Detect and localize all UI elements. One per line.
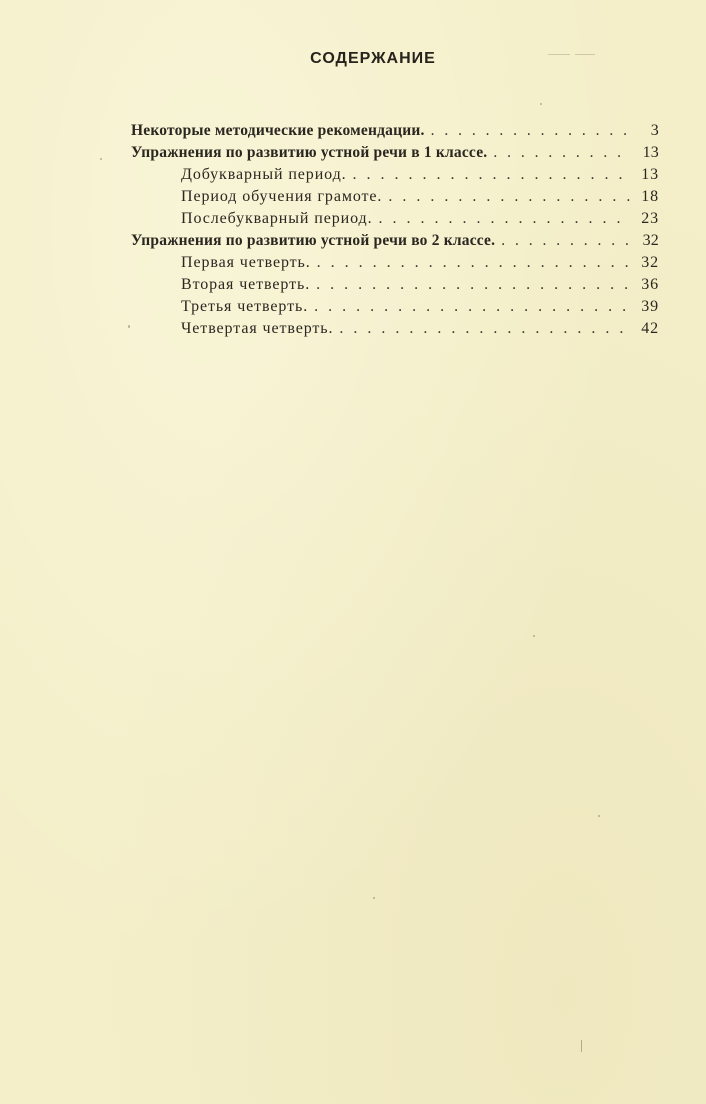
toc-entry — [131, 294, 659, 316]
toc-entry — [131, 162, 659, 184]
dot-leader — [501, 232, 631, 250]
toc-entry-label: Некоторые методические рекомендации. — [131, 122, 425, 139]
toc-entry-label: Вторая четверть. — [181, 276, 311, 293]
toc-entry-label: Послебукварный период. — [181, 210, 373, 227]
toc-page-number: 39 — [641, 298, 659, 315]
toc-page-number: 13 — [642, 144, 659, 161]
toc-page-number: 32 — [641, 254, 659, 271]
paper-speck — [128, 325, 130, 328]
toc-entry — [131, 184, 659, 206]
paper-speck — [548, 54, 570, 55]
toc-entry-label: Третья четверть. — [181, 298, 309, 315]
toc-page-number: 3 — [650, 122, 659, 139]
toc-page-number: 42 — [641, 320, 659, 337]
toc-page-number: 36 — [641, 276, 659, 293]
dot-leader — [317, 254, 631, 272]
toc-entry — [131, 272, 659, 294]
toc-page-number: 32 — [642, 232, 659, 249]
toc-entry — [131, 316, 659, 338]
paper-speck — [598, 815, 600, 817]
toc-entry — [131, 250, 659, 272]
paper-speck — [100, 158, 102, 160]
toc-entry-label: Упражнения по развитию устной речи в 1 классе. — [131, 144, 488, 161]
page-title: СОДЕРЖАНИЕ — [310, 50, 436, 67]
dot-leader — [378, 210, 631, 228]
toc-entry-label: Добукварный период. — [181, 166, 347, 183]
toc-entry-label: Период обучения грамоте. — [181, 188, 383, 205]
dot-leader — [353, 166, 631, 184]
paper-speck — [575, 54, 595, 55]
toc-entry — [131, 118, 659, 140]
toc-page-number: 13 — [641, 166, 659, 183]
toc-entry — [131, 206, 659, 228]
toc-entry — [131, 140, 659, 162]
toc-page-number: 18 — [641, 188, 659, 205]
paper-speck — [581, 1040, 582, 1052]
dot-leader — [339, 320, 631, 338]
toc-entry-label: Упражнения по развитию устной речи во 2 классе. — [131, 232, 496, 249]
toc-page-number: 23 — [641, 210, 659, 227]
dot-leader — [388, 188, 631, 206]
dot-leader — [493, 144, 631, 162]
paper-speck — [540, 103, 542, 105]
dot-leader — [316, 276, 631, 294]
dot-leader — [431, 122, 631, 140]
paper-speck — [533, 635, 535, 637]
toc-entry-label: Четвертая четверть. — [181, 320, 334, 337]
paper-speck — [373, 897, 375, 899]
toc-entry — [131, 228, 659, 250]
dot-leader — [314, 298, 631, 316]
toc-entry-label: Первая четверть. — [181, 254, 311, 271]
table-of-contents — [131, 118, 659, 338]
